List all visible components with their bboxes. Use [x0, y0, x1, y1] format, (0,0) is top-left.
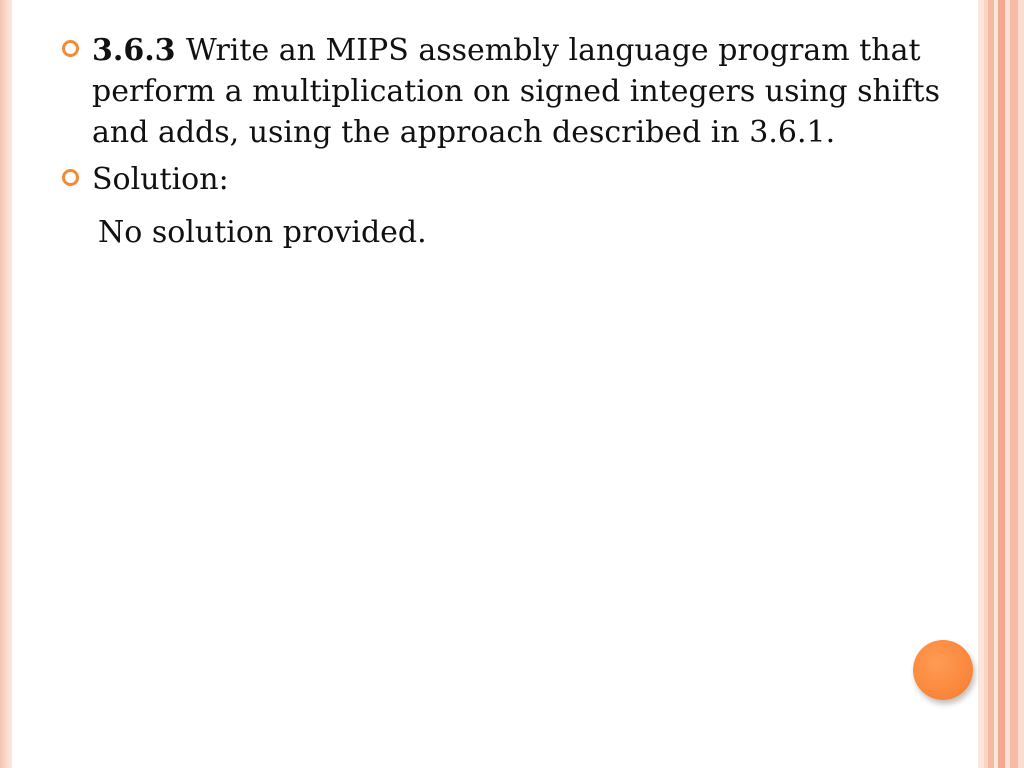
- left-border-stripe: [0, 0, 12, 768]
- circle-bullet-icon: [62, 169, 79, 186]
- solution-text: No solution provided.: [98, 215, 427, 250]
- orange-circle-icon: [913, 640, 973, 700]
- solution-heading: Solution:: [92, 162, 229, 197]
- question-text: Write an MIPS assembly language program that perform a multiplication on signed integers using shifts and adds, using the approach described in 3.6.1.: [92, 33, 940, 150]
- bullet-item-solution: [60, 159, 940, 200]
- right-border-band: [978, 0, 1024, 768]
- circle-bullet-icon: [62, 40, 79, 57]
- bullet-item-question: [60, 30, 940, 153]
- question-number: 3.6.3: [92, 33, 186, 68]
- slide-content: [60, 30, 940, 253]
